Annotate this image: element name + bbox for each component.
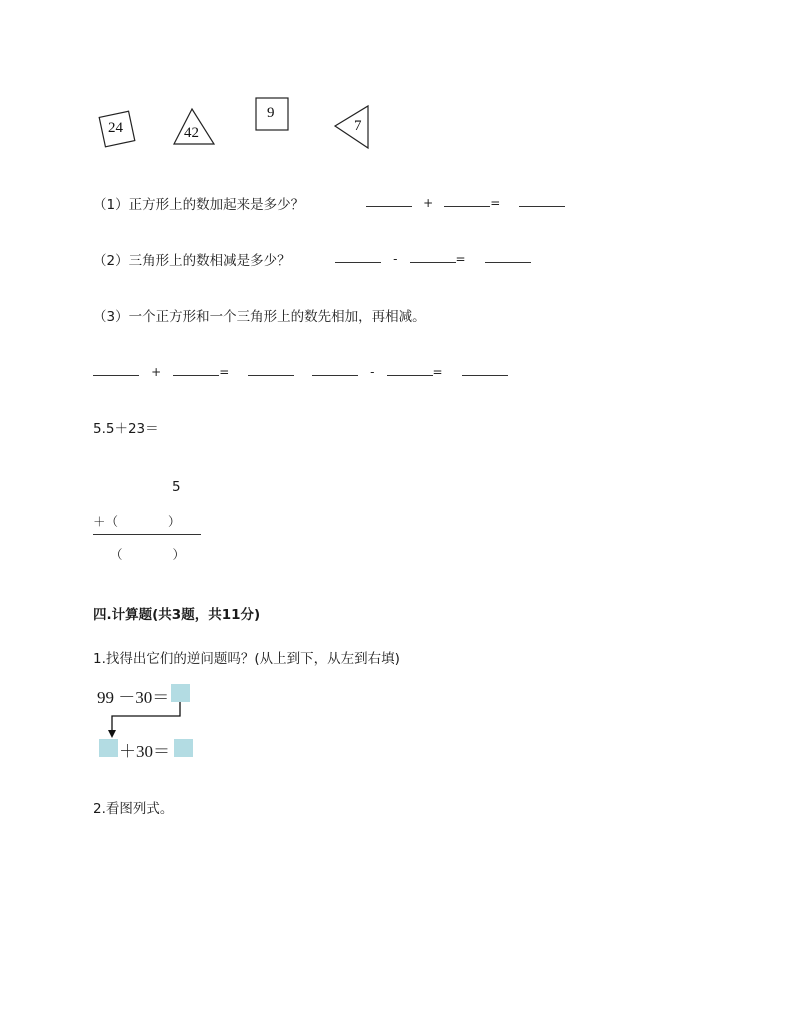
blank[interactable] bbox=[366, 192, 412, 207]
question-2 bbox=[93, 249, 291, 269]
problem-5-expression: 5.5＋23＝ bbox=[93, 421, 159, 437]
section-4-item-1: 1.找得出它们的逆问题吗？(从上到下，从左到右填) bbox=[93, 651, 400, 667]
section-4-item-2: 2.看图列式。 bbox=[93, 801, 174, 817]
equals-sign: = bbox=[219, 365, 230, 379]
square-number: 9 bbox=[267, 105, 275, 121]
equals-sign: = bbox=[432, 365, 443, 379]
left-triangle-number: 7 bbox=[354, 118, 362, 134]
plus-sign: + bbox=[423, 196, 434, 210]
rotated-square-number: 24 bbox=[108, 120, 123, 136]
blank[interactable] bbox=[312, 361, 358, 376]
left-triangle-shape bbox=[332, 104, 372, 150]
plus-sign: + bbox=[151, 365, 162, 379]
equation-bottom: ＋30＝ bbox=[119, 742, 170, 761]
blank[interactable] bbox=[248, 361, 294, 376]
question-3 bbox=[93, 305, 426, 325]
blank[interactable] bbox=[485, 248, 531, 263]
section-title: 四.计算题(共3题，共11分) bbox=[93, 607, 261, 623]
triangle-number: 42 bbox=[184, 125, 199, 141]
question-2-text: （2）三角形上的数相减是多少？ bbox=[93, 253, 291, 269]
question-1-answer bbox=[366, 192, 565, 211]
question-3-answer-subtract bbox=[312, 361, 508, 380]
equals-sign: = bbox=[490, 196, 501, 210]
arrow-connector bbox=[100, 700, 190, 740]
vertical-result-row: （ ） bbox=[110, 547, 186, 562]
shapes-row bbox=[90, 90, 390, 160]
answer-box-bottom-right[interactable] bbox=[174, 739, 193, 757]
equals-sign: = bbox=[455, 252, 466, 266]
blank[interactable] bbox=[173, 361, 219, 376]
question-1 bbox=[93, 193, 304, 213]
blank[interactable] bbox=[462, 361, 508, 376]
answer-box-bottom-left[interactable] bbox=[99, 739, 118, 757]
blank[interactable] bbox=[444, 192, 490, 207]
vertical-divider-line bbox=[93, 534, 201, 535]
blank[interactable] bbox=[410, 248, 456, 263]
vertical-top-number: 5 bbox=[172, 479, 181, 495]
question-3-text: （3）一个正方形和一个三角形上的数先相加，再相减。 bbox=[93, 309, 426, 325]
minus-sign: - bbox=[393, 252, 398, 266]
question-3-answer-add bbox=[93, 361, 294, 380]
question-2-answer bbox=[335, 248, 531, 267]
blank[interactable] bbox=[387, 361, 433, 376]
question-1-text: （1）正方形上的数加起来是多少？ bbox=[93, 197, 305, 213]
equation-top: 99 －30＝ bbox=[97, 688, 170, 707]
blank[interactable] bbox=[335, 248, 381, 263]
vertical-plus-row: ＋（ ） bbox=[93, 514, 181, 529]
blank[interactable] bbox=[93, 361, 139, 376]
blank[interactable] bbox=[519, 192, 565, 207]
minus-sign: - bbox=[370, 365, 375, 379]
